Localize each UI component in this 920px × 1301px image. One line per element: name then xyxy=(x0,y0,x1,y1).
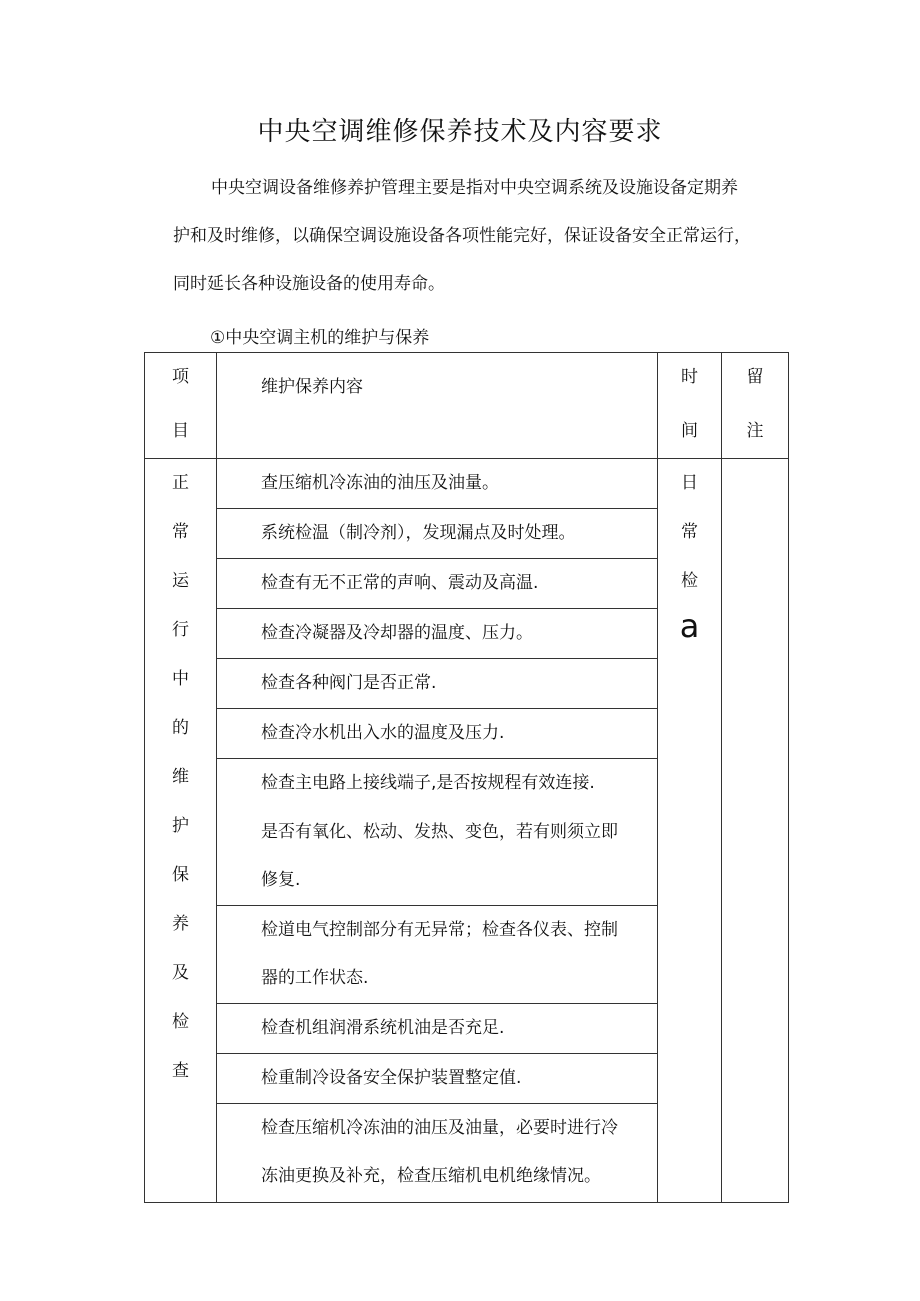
content-cell: 查压缩机冷冻油的油压及油量。 xyxy=(217,459,658,509)
content-line: 检道电气控制部分有无异常；检查各仪表、控制 xyxy=(261,919,618,940)
category-char: 护 xyxy=(172,816,189,836)
table-row xyxy=(145,459,789,509)
content-cell: 检查有无不正常的声响、震动及高温. xyxy=(217,559,658,609)
header-note-cell xyxy=(722,353,789,459)
header-item-cell xyxy=(145,353,217,459)
header-note-char: 留 xyxy=(746,367,764,387)
content-line: 检查压缩机冷冻油的油压及油量，必要时进行冷 xyxy=(261,1117,618,1138)
content-cell: 检查机组润滑系统机油是否充足. xyxy=(217,1003,658,1053)
header-item-char: 项 xyxy=(172,367,189,387)
header-time-char: 间 xyxy=(681,421,698,441)
content-cell: 检重制冷设备安全保护装置整定值. xyxy=(217,1053,658,1103)
category-char: 养 xyxy=(172,914,189,934)
content-line: 修复. xyxy=(261,870,301,890)
intro-paragraph-line-2: 护和及时维修，以确保空调设施设备各项性能完好，保证设备安全正常运行， xyxy=(173,226,751,246)
content-cell: 系统检温（制冷剂），发现漏点及时处理。 xyxy=(217,509,658,559)
header-item-char: 目 xyxy=(172,421,189,441)
category-char: 的 xyxy=(172,718,189,738)
section-heading: ①中央空调主机的维护与保养 xyxy=(210,328,430,348)
table-header-row xyxy=(145,353,789,459)
category-char: 及 xyxy=(172,963,189,983)
category-char: 查 xyxy=(172,1061,189,1081)
content-line: 是否有氧化、松动、发热、变色，若有则须立即 xyxy=(261,821,618,842)
header-content-label: 维护保养内容 xyxy=(261,377,363,397)
content-line: 检查主电路上接线端子,是否按规程有效连接. xyxy=(261,773,595,793)
content-cell xyxy=(217,905,658,1003)
content-cell: 检查冷凝器及冷却器的温度、压力。 xyxy=(217,609,658,659)
category-char: 行 xyxy=(172,620,189,640)
time-char: 检 xyxy=(681,571,698,591)
content-line: 冻油更换及补充，检查压缩机电机绝缘情况。 xyxy=(261,1166,601,1186)
time-mark: a xyxy=(679,607,700,645)
category-char: 检 xyxy=(172,1012,189,1032)
time-cell xyxy=(658,459,722,1203)
category-cell xyxy=(145,459,217,1203)
category-char: 保 xyxy=(172,865,189,885)
content-cell xyxy=(217,759,658,906)
header-content-cell xyxy=(217,353,658,459)
category-char: 运 xyxy=(172,571,189,591)
content-cell: 检查各种阀门是否正常. xyxy=(217,659,658,709)
content-cell xyxy=(217,1103,658,1202)
category-char: 正 xyxy=(172,473,189,493)
maintenance-table xyxy=(144,352,789,1203)
content-cell: 检查冷水机出入水的温度及压力. xyxy=(217,709,658,759)
content-line: 器的工作状态. xyxy=(261,968,369,988)
header-time-char: 时 xyxy=(681,367,698,387)
category-char: 常 xyxy=(172,522,189,542)
category-char: 维 xyxy=(172,767,189,787)
time-char: 常 xyxy=(681,522,698,542)
header-time-cell xyxy=(658,353,722,459)
note-cell xyxy=(722,459,789,1203)
category-char: 中 xyxy=(172,669,189,689)
document-title: 中央空调维修保养技术及内容要求 xyxy=(257,117,663,147)
header-note-char: 注 xyxy=(746,421,764,441)
intro-paragraph-line-3: 同时延长各种设施设备的使用寿命。 xyxy=(173,274,445,294)
time-char: 日 xyxy=(681,473,698,493)
intro-paragraph-line-1: 中央空调设备维修养护管理主要是指对中央空调系统及设施设备定期养 xyxy=(211,178,738,198)
